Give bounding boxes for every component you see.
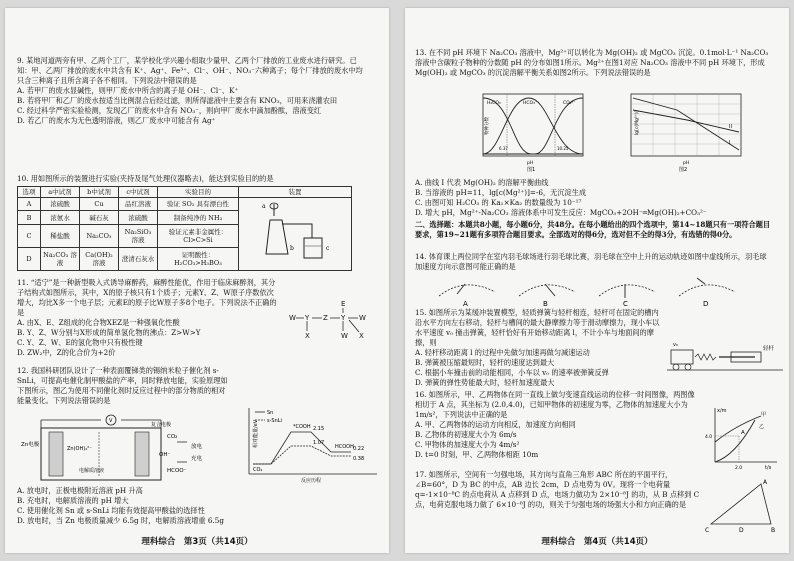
fig2-ylabel: lg[c(Mg²⁺)]: [635, 110, 640, 135]
question-10: [17, 174, 369, 271]
product-label: HCOOH: [335, 444, 354, 450]
curve-label-i: I: [729, 140, 731, 146]
table-cell: Ca(OH)₂ 溶液: [80, 247, 119, 270]
table-cell: 品红溶液: [119, 198, 158, 211]
table-cell: D: [18, 247, 41, 270]
curve-label-ii: II: [729, 124, 732, 130]
reactant-label: CO₂: [253, 467, 263, 473]
formate-label: HCOO⁻: [167, 468, 187, 474]
shuttlecock-trajectory-options: [435, 274, 755, 312]
table-cell: Cu: [80, 198, 119, 211]
question-16-option-a: A. 甲、乙两物体的运动方向相反，加速度方向相同: [415, 420, 576, 429]
question-16-option-b: B. 乙物体的初速度大小为 6m/s: [415, 430, 517, 439]
atom: X: [305, 332, 310, 340]
question-15-stem: 15. 如图所示为某缓冲装置模型，轻质弹簧与轻杆相连，轻杆可在固定的槽内沿水平方向左右移动，轻杆与槽间的最大静摩擦力等于滑动摩擦力，现小车以水平速度 v₀ 撞击弹簧，轻杆恰好有开始移动距离 l，不计小车与地面间的摩擦，则: [415, 308, 660, 347]
option-label-a: A: [463, 300, 468, 308]
composite-electrode-label: 复合电极: [151, 422, 172, 428]
rod-label: 轻杆: [763, 346, 775, 352]
legend-s-snli: s-SnLi: [267, 418, 282, 424]
table-cell: 碱石灰: [80, 211, 119, 224]
question-11-option-c: C. Y、Z、W、E的氢化物中只有极性键: [17, 338, 143, 347]
question-13-option-a: A. 曲线 I 代表 Mg(OH)₂ 的溶解平衡曲线: [415, 178, 549, 187]
fig2-xlabel: pH: [683, 161, 690, 166]
option-label-b: B: [543, 300, 548, 308]
table-header: a中试剂: [41, 187, 80, 198]
question-12-option-b: B. 充电时，电解质溶液的 pH 增大: [17, 496, 129, 505]
table-cell: 浓硫酸: [119, 211, 158, 224]
fig2-caption: 图2: [679, 167, 688, 172]
page-footer: 理科综合 第4页（共14页）: [541, 537, 653, 547]
atom: X: [359, 332, 364, 340]
structure-formula: [287, 300, 373, 346]
curve-label: 甲: [761, 412, 767, 418]
atom: E: [341, 300, 346, 308]
table-cell: 证明酸性：H₂CO₃>H₃BO₃: [158, 247, 239, 270]
energy-value: 0.38: [353, 456, 365, 462]
hydroxide-label: OH⁻: [159, 452, 171, 458]
velocity-label: v₀: [673, 342, 678, 348]
question-16: [415, 390, 697, 460]
table-cell: B: [18, 211, 41, 224]
question-13-option-b: B. 当溶液的 pH=11，lg[c(Mg²⁺)]=-6，无沉淀生成: [415, 188, 587, 197]
question-12: [17, 366, 231, 406]
energy-profile-chart: [231, 404, 381, 488]
table-cell: 浓硫酸: [41, 198, 80, 211]
table-cell: 验证 SO₂ 具有漂白性: [158, 198, 239, 211]
co2-label: CO₂: [167, 434, 178, 440]
question-12-option-c: C. 使用催化剂 Sn 或 s-SnLi 均能有效提高甲酸盐的选择性: [17, 506, 205, 515]
question-13-option-d: D. 增大 pH，Mg²⁺-Na₂CO₃ 溶液体系中可发生反应：MgCO₃+2OH⁻═Mg(OH)₂+CO₃²⁻: [415, 208, 707, 217]
pka-value: 10.25: [557, 146, 569, 151]
position-time-graph: [705, 406, 779, 474]
apparatus-diagram: [242, 198, 348, 268]
question-17-stem: 17. 如图所示，空间有一匀强电场，其方向与直角三角形 ABC 所在的平面平行，∠B=60°，D 为 BC 的中点，AB 边长 2cm，D 点电势为 0V。现将一个电荷量 q=-1×10⁻⁸C 的点电荷从 A 点移到 D 点，电场力做功为 2×10⁻⁸J 的功，从 B 点移到 C 点，电荷克服电场力做了 6×10⁻⁸J 的功，则关于匀强电场的场强大小和方向正确的是: [415, 470, 700, 509]
atom: W: [289, 314, 296, 322]
question-11-stem: 11. “适宁”是一种新型吸入式诱导麻醉药，麻醉性能优，作用于临床麻醉剂，其分子结构式如图所示，其中，X的原子核只有1个质子；元素Y、Z、W原子序数依次增大，均比X多一个电子层；元素E的原子比W原子多8个电子。下列说法不正确的是: [17, 278, 277, 317]
triangle-field-diagram: [705, 478, 779, 538]
atom: Z: [323, 314, 328, 322]
vertex-b: B: [771, 527, 776, 534]
question-14: [415, 252, 773, 272]
question-9-stem: 9. 某地河道两旁有甲、乙两个工厂，某学校化学兴趣小组取少量甲、乙两个厂排放的工业废水进行研究。已知：甲、乙两厂排放的废水中共含有 K⁺、Ag⁺、Fe³⁺、Cl⁻、OH⁻、NO₃⁻六种离子；每个厂排放的废水中均只含三种离子且所含离子各不相同。下列说法中错误的是: [17, 56, 363, 85]
question-16-stem: 16. 如图所示，甲、乙两物体在同一直线上做匀变速直线运动的位移一时间图像，两图像相切于 A 点，其坐标为 (2.0,4.0)，已知甲物体的初速度为零，乙物体的加速度大小为 1m/s²，下列说法中正确的是: [415, 390, 695, 419]
question-16-option-c: C. 甲物体的加速度大小为 4m/s²: [415, 440, 520, 449]
question-12-options: [17, 486, 369, 526]
question-15: [415, 308, 665, 388]
y-value: 4.0: [705, 435, 713, 440]
curve-label: H₂CO₃: [487, 101, 501, 106]
energy-value: 0.22: [353, 446, 365, 452]
energy-value: 1.07: [313, 440, 325, 446]
charge-label: 充电: [191, 456, 203, 462]
table-row: [18, 198, 352, 211]
atom: W: [341, 332, 348, 340]
atom: Y: [341, 314, 346, 322]
question-12-option-d: D. 放电时，当 Zn 电极质量减少 6.5g 时，电解质溶液增重 6.5g: [17, 516, 224, 525]
midpoint-d: D: [739, 527, 744, 534]
atom: Y: [305, 314, 310, 322]
apparatus-label-b: b: [290, 245, 294, 252]
precipitation-equilibrium-chart: [617, 90, 747, 176]
pka-value: 6.37: [499, 146, 508, 151]
table-cell: 澄清石灰水: [119, 247, 158, 270]
tangent-point-label: A: [741, 430, 745, 436]
curve-label: 乙: [759, 424, 765, 430]
legend-sn: Sn: [267, 410, 274, 416]
question-13: [415, 48, 773, 78]
graph-xlabel: t/s: [765, 465, 772, 470]
battery-diagram: [19, 410, 229, 488]
fig1-xlabel: pH: [527, 161, 534, 166]
table-header: b中试剂: [80, 187, 119, 198]
question-9: [17, 56, 369, 126]
table-cell: Na₂CO₃: [80, 224, 119, 247]
exam-page-4: [405, 8, 789, 553]
graph-ylabel: x/m: [717, 408, 727, 414]
table-cell: Na₂CO₃ 溶液: [41, 247, 80, 270]
table-cell: 浓氨水: [41, 211, 80, 224]
table-cell: 制备纯净的 NH₃: [158, 211, 239, 224]
question-12-stem: 12. 我国科研团队设计了一种表面覆锑类的锡纳米粒子催化剂 s-SnLi，可提高电催化制甲酸盐的产率，同时释放电能，实验原理如下图所示，图乙为使用不同催化剂时反应过程中的部分物质的相对能量变化。下列说法错误的是: [17, 366, 228, 405]
exam-page-3: [5, 8, 389, 553]
table-cell: 验证元素非金属性：Cl>C>Si: [158, 224, 239, 247]
curve-label: CO₃²⁻: [563, 101, 576, 106]
question-9-option-c: C. 经过科学严密实验检测，发现乙厂的废水中含有 NO₃⁻，则向甲厂废水中滴加酚酞，溶液变红: [17, 106, 322, 115]
question-15-option-b: B. 弹簧被压缩最短时，轻杆的速度达到最大: [415, 358, 555, 367]
question-12-option-a: A. 放电时，正极电极附近溶液 pH 升高: [17, 486, 143, 495]
question-17: [415, 470, 701, 510]
question-16-option-d: D. t=0 时刻，甲、乙两物体相距 10m: [415, 450, 539, 459]
table-cell: 稀盐酸: [41, 224, 80, 247]
table-cell: Na₂SiO₃ 溶液: [119, 224, 158, 247]
svg-text:V: V: [109, 418, 113, 424]
apparatus-label-c: c: [326, 245, 330, 252]
energy-axis-label: 相对能量/eV: [253, 419, 259, 448]
table-header: 选项: [18, 187, 41, 198]
table-header: c中试剂: [119, 187, 158, 198]
zincate-label: Zn(OH)₄²⁻: [67, 446, 92, 452]
question-13-option-c: C. 由图可知 H₂CO₃ 的 Ka₁×Ka₂ 的数量级为 10⁻¹⁷: [415, 198, 582, 207]
electrolyte-label: 电解质溶液: [79, 468, 105, 474]
reaction-path-label: 反应历程: [301, 478, 322, 484]
curve-label: HCO₃⁻: [523, 101, 538, 106]
option-label-c: C: [623, 300, 628, 308]
atom: W: [359, 314, 366, 322]
table-header: 装置: [239, 187, 352, 198]
question-13-stem: 13. 在不同 pH 环境下 Na₂CO₃ 溶液中，Mg²⁺可以转化为 Mg(OH)₂ 或 MgCO₃ 沉淀。0.1mol·L⁻¹ Na₂CO₃ 溶液中含碳粒子物种的分数随 pH 的分布如图1所示。Mg²⁺在图1对应 Na₂CO₃ 溶液中不同 pH 环境下，形成 Mg(OH)₂ 或 MgCO₃ 的沉淀溶解平衡关系如图2所示。下列说法错误的是: [415, 48, 769, 77]
intermediate-label: *COOH: [293, 424, 311, 430]
section-2-heading: 二、选择题：本题共8小题，每小题6分，共48分。在每小题给出的四个选项中，第14~18题只有一项符合题目要求，第19~21题有多项符合题目要求。全部选对的得6分，选对但不全的得3分，有选错的得0分。: [415, 220, 771, 239]
question-15-option-a: A. 轻杆移动距离 l 的过程中先做匀加速再做匀减速运动: [415, 348, 590, 357]
question-13-options: [415, 178, 773, 218]
question-10-stem: 10. 用如图所示的装置进行实验(夹持及尾气处理仪器略去)，能达到实验目的的是: [17, 174, 274, 183]
table-header-row: [18, 187, 352, 198]
question-15-option-d: D. 弹簧的弹性势能最大时，轻杆加速度最大: [415, 378, 555, 387]
table-cell: C: [18, 224, 41, 247]
zn-electrode-label: Zn电极: [21, 442, 40, 448]
page-footer: 理科综合 第3页（共14页）: [141, 537, 253, 547]
vertex-c: C: [705, 527, 710, 534]
fig1-caption: 图1: [527, 167, 536, 172]
apparatus-label-a: a: [262, 203, 266, 210]
discharge-label: 放电: [191, 444, 203, 450]
table-cell: A: [18, 198, 41, 211]
apparatus-cell: [239, 198, 352, 271]
question-10-table: [17, 186, 352, 271]
species-distribution-chart: [471, 90, 591, 176]
energy-value: 2.15: [313, 426, 325, 432]
x-value: 2.0: [735, 466, 743, 470]
option-label-d: D: [703, 300, 709, 308]
question-9-option-a: A. 若甲厂的废水显碱性，则甲厂废水中所含的离子是 OH⁻、Cl⁻、K⁺: [17, 86, 239, 95]
question-9-option-d: D. 若乙厂的废水为无色透明溶液，则乙厂废水中可能含有 Ag⁺: [17, 116, 216, 125]
question-11-option-b: B. Y、Z、W分别与X形成的简单氢化物的沸点：Z>W>Y: [17, 328, 201, 337]
buffer-device-diagram: [667, 338, 783, 382]
question-11-option-d: D. ZW₂中，Z的化合价为+2价: [17, 348, 116, 357]
question-14-stem: 14. 体育课上两位同学在室内羽毛球场进行羽毛球比赛，羽毛球在空中上升的运动轨迹如图中虚线所示，羽毛球加速度方向示意图可能正确的是: [415, 252, 767, 271]
table-header: 实验目的: [158, 187, 239, 198]
vertex-a: A: [763, 479, 768, 486]
question-15-option-c: C. 根据小车撞击前的动能相同，小车以 v₀ 的速率被弹簧反弹: [415, 368, 609, 377]
question-11-option-a: A. 由X、E、Z组成的化合物XEZ是一种强氧化性酸: [17, 318, 180, 327]
fig1-ylabel: 物种分数: [485, 117, 490, 135]
question-9-option-b: B. 若将甲厂和乙厂的废水按适当比例混合后经过滤，则所得滤液中主要含有 KNO₃，可用来浇灌农田: [17, 96, 338, 105]
question-11: [17, 278, 279, 358]
